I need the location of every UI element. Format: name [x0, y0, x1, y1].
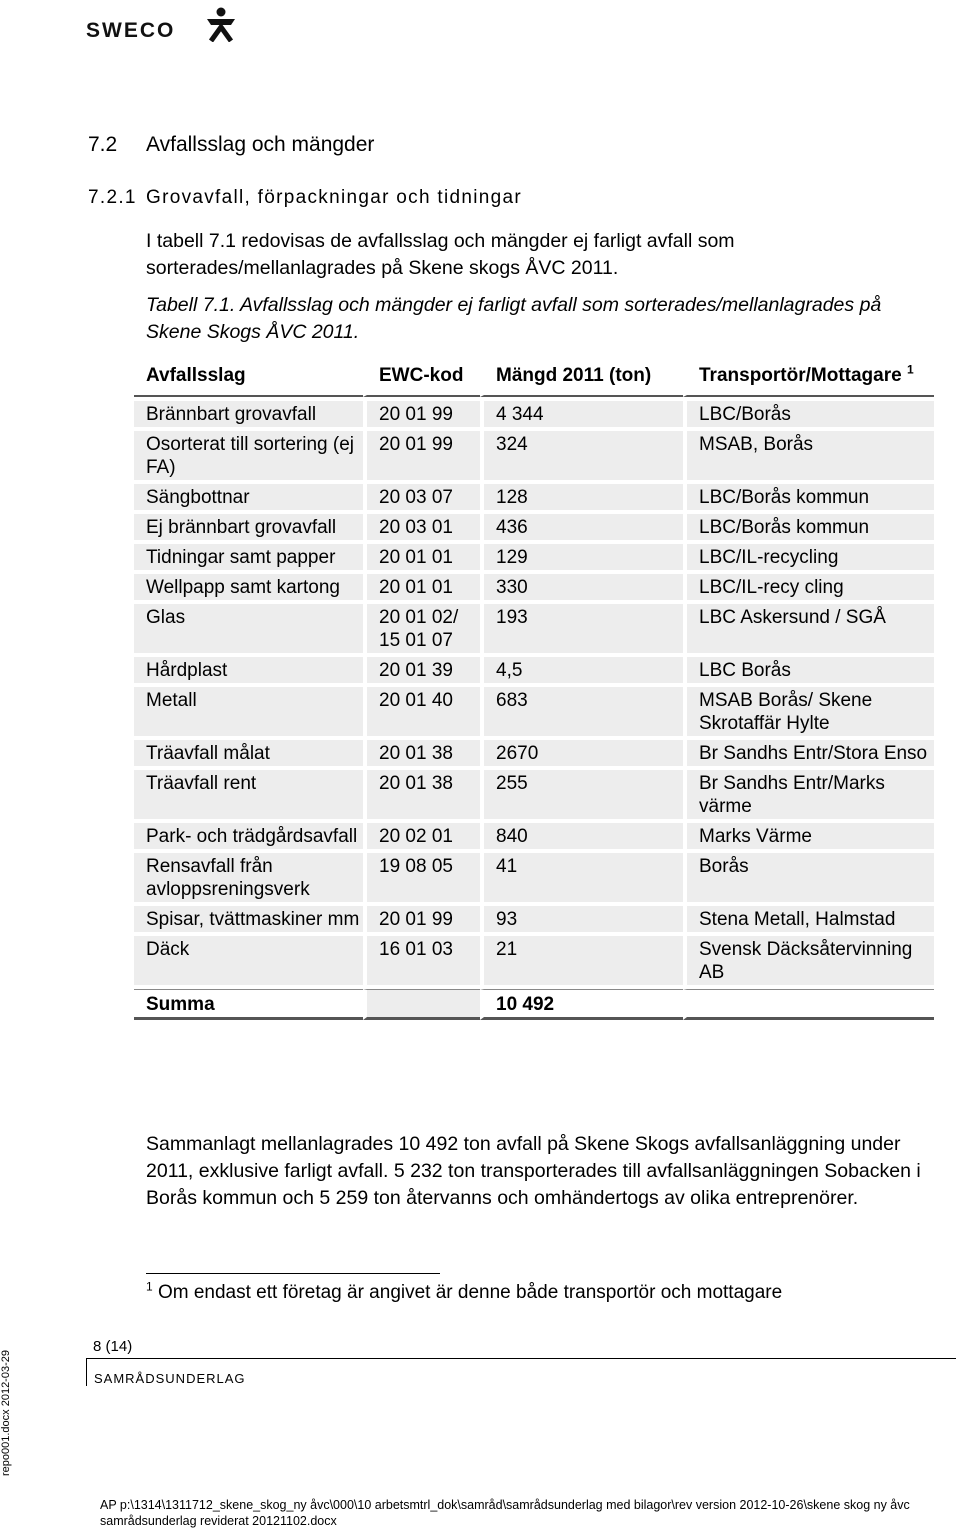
cell-mangd: 193 — [480, 604, 683, 653]
cell-transportor: LBC/IL-recy cling — [683, 574, 934, 600]
table-row — [134, 687, 934, 736]
cell-ewc-kod: 20 03 07 — [363, 484, 480, 510]
side-template-label: repo001.docx 2012-03-29 — [0, 1350, 12, 1476]
cell-ewc-kod: 20 01 99 — [363, 906, 480, 932]
cell-avfallsslag: Ej brännbart grovavfall — [134, 514, 363, 540]
cell-avfallsslag: Park- och trädgårdsavfall — [134, 823, 363, 849]
table-row — [134, 401, 934, 427]
sum-row — [134, 989, 934, 1020]
footnote-ref: 1 — [906, 362, 914, 377]
table-row — [134, 514, 934, 540]
cell-avfallsslag: Sängbottnar — [134, 484, 363, 510]
sweco-figure-icon — [204, 6, 238, 42]
subsection-heading — [88, 187, 522, 209]
cell-ewc-kod: 20 01 39 — [363, 657, 480, 683]
cell-ewc-kod: 20 01 01 — [363, 544, 480, 570]
cell-ewc-kod: 20 01 38 — [363, 770, 480, 819]
cell-avfallsslag: Hårdplast — [134, 657, 363, 683]
footnote — [146, 1279, 783, 1304]
cell-mangd: 436 — [480, 514, 683, 540]
sum-value: 10 492 — [480, 989, 683, 1020]
header-avfallsslag: Avfallsslag — [134, 359, 363, 397]
cell-transportor: MSAB Borås/ Skene Skrotaffär Hylte — [683, 687, 934, 736]
cell-mangd: 324 — [480, 431, 683, 480]
cell-transportor: Br Sandhs Entr/Stora Enso — [683, 740, 934, 766]
header-transportor-label: Transportör/Mottagare — [699, 365, 902, 386]
cell-mangd: 840 — [480, 823, 683, 849]
summary-paragraph: Sammanlagt mellanlagrades 10 492 ton avfall på Skene Skogs avfallsanläggning under 2011, exklusive farligt avfall. 5 232 ton transporterades till avfallsanläggningen Sobacken i Borås kommun och 5 259 ton återvanns och omhändertogs av olika entreprenörer. — [146, 1133, 921, 1209]
table-header-row — [134, 359, 934, 397]
table-row — [134, 574, 934, 600]
file-path: AP p:\1314\1311712_skene_skog_ny åvc\000\10 arbetsmtrl_dok\samråd\samrådsunderlag med bilagor\rev version 2012-10-26\skene skog ny åvc samrådsunderlag reviderat 20121102.docx — [100, 1498, 910, 1528]
cell-transportor: Br Sandhs Entr/Marks värme — [683, 770, 934, 819]
sum-blank — [363, 989, 480, 1020]
table-row — [134, 823, 934, 849]
cell-ewc-kod: 20 03 01 — [363, 514, 480, 540]
table-row — [134, 544, 934, 570]
cell-mangd: 330 — [480, 574, 683, 600]
header-ewc-kod: EWC-kod — [363, 359, 480, 397]
cell-mangd: 93 — [480, 906, 683, 932]
sum-label: Summa — [134, 989, 363, 1020]
cell-ewc-kod: 20 02 01 — [363, 823, 480, 849]
cell-ewc-kod: 20 01 01 — [363, 574, 480, 600]
footnote-text: Om endast ett företag är angivet är denne både transportör och mottagare — [157, 1282, 783, 1303]
cell-ewc-kod: 19 08 05 — [363, 853, 480, 902]
footer-vertical-rule — [86, 1358, 87, 1386]
table-row — [134, 770, 934, 819]
cell-ewc-kod: 20 01 38 — [363, 740, 480, 766]
sum-empty — [683, 989, 934, 1020]
table-row — [134, 906, 934, 932]
waste-table — [134, 355, 934, 1024]
cell-transportor: LBC/Borås — [683, 401, 934, 427]
table-row — [134, 740, 934, 766]
cell-transportor: MSAB, Borås — [683, 431, 934, 480]
cell-mangd: 255 — [480, 770, 683, 819]
cell-ewc-kod: 20 01 99 — [363, 431, 480, 480]
cell-ewc-kod: 20 01 02/ 15 01 07 — [363, 604, 480, 653]
cell-transportor: Marks Värme — [683, 823, 934, 849]
cell-ewc-kod: 20 01 40 — [363, 687, 480, 736]
cell-mangd: 128 — [480, 484, 683, 510]
cell-avfallsslag: Träavfall rent — [134, 770, 363, 819]
cell-avfallsslag: Brännbart grovavfall — [134, 401, 363, 427]
table-row — [134, 604, 934, 653]
cell-transportor: Svensk Däcksåtervinning AB — [683, 936, 934, 985]
cell-transportor: Borås — [683, 853, 934, 902]
table-row — [134, 484, 934, 510]
subsection-number: 7.2.1 — [88, 187, 137, 208]
cell-mangd: 129 — [480, 544, 683, 570]
cell-avfallsslag: Rensavfall från avloppsreningsverk — [134, 853, 363, 902]
section-number: 7.2 — [88, 133, 118, 156]
document-type: SAMRÅDSUNDERLAG — [94, 1371, 246, 1386]
cell-avfallsslag: Spisar, tvättmaskiner mm — [134, 906, 363, 932]
intro-paragraph: I tabell 7.1 redovisas de avfallsslag och mängder ej farligt avfall som sorterades/mellanlagrades på Skene skogs ÅVC 2011. — [146, 230, 735, 279]
section-title: Avfallsslag och mängder — [146, 133, 375, 156]
cell-avfallsslag: Osorterat till sortering (ej FA) — [134, 431, 363, 480]
table-row — [134, 431, 934, 480]
cell-mangd: 4,5 — [480, 657, 683, 683]
cell-transportor: Stena Metall, Halmstad — [683, 906, 934, 932]
cell-avfallsslag: Tidningar samt papper — [134, 544, 363, 570]
cell-ewc-kod: 20 01 99 — [363, 401, 480, 427]
logo-text: SWECO — [86, 19, 176, 42]
table-row — [134, 936, 934, 985]
section-heading — [88, 133, 374, 157]
cell-mangd: 21 — [480, 936, 683, 985]
cell-mangd: 41 — [480, 853, 683, 902]
cell-avfallsslag: Wellpapp samt kartong — [134, 574, 363, 600]
footer-rule — [86, 1358, 956, 1359]
cell-avfallsslag: Glas — [134, 604, 363, 653]
cell-avfallsslag: Metall — [134, 687, 363, 736]
page-number: 8 (14) — [93, 1338, 133, 1355]
footnote-number: 1 — [146, 1279, 153, 1294]
header-transportor — [683, 359, 934, 397]
cell-mangd: 4 344 — [480, 401, 683, 427]
table-row — [134, 853, 934, 902]
cell-transportor: LBC/Borås kommun — [683, 484, 934, 510]
cell-transportor: LBC/IL-recycling — [683, 544, 934, 570]
table-caption: Tabell 7.1. Avfallsslag och mängder ej farligt avfall som sorterades/mellanlagrades på Skene Skogs ÅVC 2011. — [146, 294, 882, 343]
cell-transportor: LBC/Borås kommun — [683, 514, 934, 540]
cell-transportor: LBC Askersund / SGÅ — [683, 604, 934, 653]
subsection-title: Grovavfall, förpackningar och tidningar — [146, 187, 522, 208]
header-mangd: Mängd 2011 (ton) — [480, 359, 683, 397]
cell-mangd: 683 — [480, 687, 683, 736]
table-row — [134, 657, 934, 683]
cell-mangd: 2670 — [480, 740, 683, 766]
cell-ewc-kod: 16 01 03 — [363, 936, 480, 985]
footnote-separator — [146, 1273, 440, 1274]
cell-avfallsslag: Däck — [134, 936, 363, 985]
cell-avfallsslag: Träavfall målat — [134, 740, 363, 766]
cell-transportor: LBC Borås — [683, 657, 934, 683]
